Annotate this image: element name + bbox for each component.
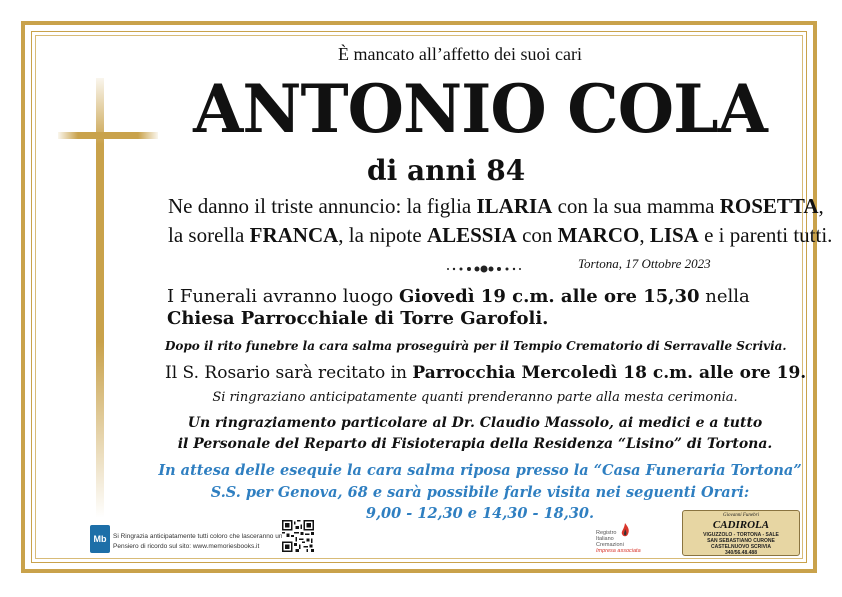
ornament-divider: [444, 264, 524, 274]
rosary-b: Parrocchia Mercoledì 18 c.m. alle ore 19.: [412, 363, 807, 383]
announcement-line-1-part-2: con la sua mamma: [552, 194, 720, 218]
announcement-line-2-part-7: LISA: [649, 223, 699, 247]
funeral-cremation-note: Dopo il rito funebre la cara salma proseguirà per il Tempio Crematorio di Serravalle Scrivia.: [165, 339, 787, 353]
announcement-line-2-part-2: , la nipote: [338, 223, 427, 247]
announcement-line-2: [168, 223, 832, 248]
assoc-line-4: Impresa associata: [596, 548, 641, 554]
announcement-line-2-part-6: ,: [639, 223, 650, 247]
cremation-registry-logo: [596, 522, 654, 556]
memoriesbooks-text-2[interactable]: Pensiero di ricordo sul sito: www.memoriesbooks.it: [113, 543, 260, 550]
funeral-line-1: [167, 286, 750, 307]
intro-text: È mancato all’affetto dei suoi cari: [337, 44, 583, 64]
memoriesbooks-text-1: Si Ringrazia anticipatamente tutti coloro che lasceranno un: [113, 533, 283, 540]
wake-hours: 9,00 - 12,30 e 14,30 - 18,30.: [365, 505, 595, 522]
rosary-line: [165, 363, 807, 383]
funeral-agency-badge: [682, 510, 800, 556]
announcement-line-2-part-5: MARCO: [557, 223, 640, 247]
funeral-datetime: Giovedì 19 c.m. alle ore 15,30: [398, 286, 700, 307]
agency-towns-3: CASTELNUOVO SCRIVIA: [710, 544, 771, 550]
funeral-church: Chiesa Parrocchiale di Torre Garofoli.: [167, 308, 549, 329]
deceased-age: di anni 84: [367, 154, 526, 187]
announcement-line-2-part-1: FRANCA: [249, 223, 339, 247]
thanks-general: Si ringraziano anticipatamente quanti prenderanno parte alla mesta cerimonia.: [212, 390, 738, 405]
announcement-line-2-part-0: la sorella: [168, 223, 250, 247]
assoc-line-3: Cremazioni: [596, 542, 624, 548]
funeral-line-1-c: nella: [699, 286, 750, 307]
announcement-line-2-part-4: con: [516, 223, 558, 247]
wake-line-2: S.S. per Genova, 68 e sarà possibile farle visita nei seguenti Orari:: [210, 484, 750, 501]
thanks-special-line-2: il Personale del Reparto di Fisioterapia della Residenza “Lisino” di Tortona.: [177, 436, 773, 452]
announcement-line-1-part-3: ROSETTA: [719, 194, 819, 218]
announcement-line-2-part-8: e i parenti tutti.: [698, 223, 833, 247]
agency-subtitle: Giovanni Funebri: [723, 513, 759, 518]
assoc-line-1: Registro: [596, 530, 617, 536]
agency-name: CADIROLA: [712, 519, 770, 531]
announcement-line-1-part-4: ,: [818, 194, 824, 218]
funeral-line-1-a: I Funerali avranno luogo: [167, 286, 399, 307]
assoc-line-2: Italiano: [596, 536, 614, 542]
cross-icon: [58, 78, 158, 518]
place-date: Tortona, 17 Ottobre 2023: [578, 256, 711, 271]
announcement-line-1-part-0: Ne danno il triste annuncio: la figlia: [168, 194, 477, 218]
memoriesbooks-logo: Mb: [90, 525, 110, 553]
wake-line-1: In attesa delle esequie la cara salma riposa presso la “Casa Funeraria Tortona”: [158, 462, 802, 479]
announcement-line-1: [168, 194, 824, 219]
announcement-line-2-part-3: ALESSIA: [426, 223, 517, 247]
agency-towns-1: VIGUZZOLO - TORTONA - SALE: [703, 532, 779, 538]
agency-phone: 340/56.48.488: [725, 550, 757, 556]
thanks-special-line-1: Un ringraziamento particolare al Dr. Claudio Massolo, ai medici e a tutto: [187, 415, 763, 431]
rosary-a: Il S. Rosario sarà recitato in: [165, 363, 413, 383]
deceased-name: ANTONIO COLA: [193, 70, 767, 148]
qr-code-icon[interactable]: [282, 520, 314, 552]
agency-towns-2: SAN SEBASTIANO CURONE: [707, 538, 775, 544]
announcement-line-1-part-1: ILARIA: [476, 194, 553, 218]
